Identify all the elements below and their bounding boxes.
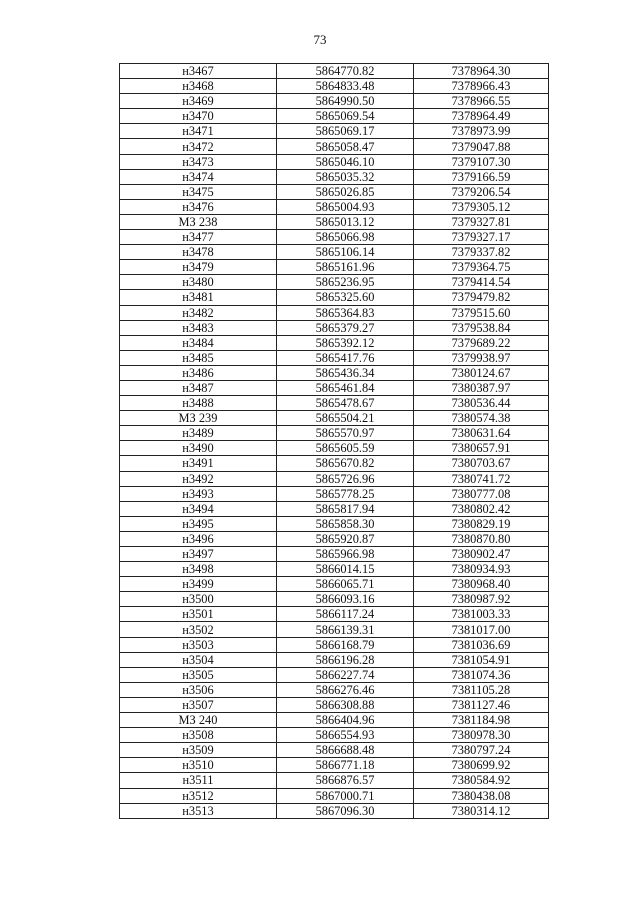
point-id-cell: н3500 [120, 592, 277, 607]
table-row [120, 214, 549, 229]
y-coordinate-cell: 7379327.81 [414, 214, 549, 229]
y-coordinate-cell: 7378966.55 [414, 94, 549, 109]
x-coordinate-cell: 5866276.46 [277, 682, 414, 697]
coordinates-table-body [120, 64, 549, 819]
table-row [120, 94, 549, 109]
point-id-cell: н3492 [120, 471, 277, 486]
x-coordinate-cell: 5865417.76 [277, 350, 414, 365]
y-coordinate-cell: 7380829.19 [414, 516, 549, 531]
x-coordinate-cell: 5867000.71 [277, 788, 414, 803]
x-coordinate-cell: 5865364.83 [277, 305, 414, 320]
x-coordinate-cell: 5865013.12 [277, 214, 414, 229]
table-row [120, 803, 549, 818]
point-id-cell: н3507 [120, 697, 277, 712]
table-row [120, 441, 549, 456]
table-row [120, 788, 549, 803]
y-coordinate-cell: 7381017.00 [414, 622, 549, 637]
y-coordinate-cell: 7380987.92 [414, 592, 549, 607]
y-coordinate-cell: 7379337.82 [414, 245, 549, 260]
x-coordinate-cell: 5866404.96 [277, 713, 414, 728]
x-coordinate-cell: 5866093.16 [277, 592, 414, 607]
table-row [120, 154, 549, 169]
x-coordinate-cell: 5865778.25 [277, 486, 414, 501]
y-coordinate-cell: 7380438.08 [414, 788, 549, 803]
point-id-cell: н3503 [120, 637, 277, 652]
point-id-cell: н3473 [120, 154, 277, 169]
table-row [120, 290, 549, 305]
point-id-cell: н3506 [120, 682, 277, 697]
y-coordinate-cell: 7379206.54 [414, 184, 549, 199]
y-coordinate-cell: 7379305.12 [414, 199, 549, 214]
x-coordinate-cell: 5865478.67 [277, 396, 414, 411]
y-coordinate-cell: 7380777.08 [414, 486, 549, 501]
point-id-cell: МЗ 238 [120, 214, 277, 229]
y-coordinate-cell: 7379107.30 [414, 154, 549, 169]
table-row [120, 260, 549, 275]
table-row [120, 592, 549, 607]
table-row [120, 652, 549, 667]
point-id-cell: н3471 [120, 124, 277, 139]
table-row [120, 456, 549, 471]
point-id-cell: н3475 [120, 184, 277, 199]
point-id-cell: н3472 [120, 139, 277, 154]
point-id-cell: н3488 [120, 396, 277, 411]
x-coordinate-cell: 5864990.50 [277, 94, 414, 109]
x-coordinate-cell: 5865920.87 [277, 531, 414, 546]
table-row [120, 79, 549, 94]
point-id-cell: н3485 [120, 350, 277, 365]
x-coordinate-cell: 5866117.24 [277, 607, 414, 622]
y-coordinate-cell: 7379538.84 [414, 320, 549, 335]
x-coordinate-cell: 5865058.47 [277, 139, 414, 154]
point-id-cell: н3501 [120, 607, 277, 622]
x-coordinate-cell: 5865106.14 [277, 245, 414, 260]
x-coordinate-cell: 5865069.17 [277, 124, 414, 139]
y-coordinate-cell: 7381127.46 [414, 697, 549, 712]
table-row [120, 380, 549, 395]
point-id-cell: н3483 [120, 320, 277, 335]
x-coordinate-cell: 5865726.96 [277, 471, 414, 486]
y-coordinate-cell: 7380703.67 [414, 456, 549, 471]
x-coordinate-cell: 5866065.71 [277, 577, 414, 592]
point-id-cell: н3489 [120, 426, 277, 441]
table-row [120, 64, 549, 79]
y-coordinate-cell: 7380741.72 [414, 471, 549, 486]
y-coordinate-cell: 7380978.30 [414, 728, 549, 743]
y-coordinate-cell: 7380657.91 [414, 441, 549, 456]
table-row [120, 743, 549, 758]
y-coordinate-cell: 7380870.80 [414, 531, 549, 546]
point-id-cell: н3487 [120, 380, 277, 395]
point-id-cell: н3498 [120, 562, 277, 577]
y-coordinate-cell: 7380797.24 [414, 743, 549, 758]
point-id-cell: н3470 [120, 109, 277, 124]
y-coordinate-cell: 7379166.59 [414, 169, 549, 184]
x-coordinate-cell: 5865858.30 [277, 516, 414, 531]
point-id-cell: н3480 [120, 275, 277, 290]
point-id-cell: н3468 [120, 79, 277, 94]
x-coordinate-cell: 5866014.15 [277, 562, 414, 577]
x-coordinate-cell: 5866168.79 [277, 637, 414, 652]
y-coordinate-cell: 7380387.97 [414, 380, 549, 395]
table-row [120, 230, 549, 245]
y-coordinate-cell: 7381184.98 [414, 713, 549, 728]
x-coordinate-cell: 5865046.10 [277, 154, 414, 169]
y-coordinate-cell: 7380314.12 [414, 803, 549, 818]
table-row [120, 124, 549, 139]
x-coordinate-cell: 5866308.88 [277, 697, 414, 712]
table-row [120, 637, 549, 652]
x-coordinate-cell: 5866771.18 [277, 758, 414, 773]
y-coordinate-cell: 7379364.75 [414, 260, 549, 275]
table-row [120, 305, 549, 320]
table-row [120, 109, 549, 124]
x-coordinate-cell: 5865325.60 [277, 290, 414, 305]
table-row [120, 547, 549, 562]
point-id-cell: н3491 [120, 456, 277, 471]
y-coordinate-cell: 7379414.54 [414, 275, 549, 290]
y-coordinate-cell: 7379938.97 [414, 350, 549, 365]
point-id-cell: н3510 [120, 758, 277, 773]
y-coordinate-cell: 7380574.38 [414, 411, 549, 426]
table-row [120, 758, 549, 773]
point-id-cell: н3504 [120, 652, 277, 667]
y-coordinate-cell: 7380802.42 [414, 501, 549, 516]
y-coordinate-cell: 7381036.69 [414, 637, 549, 652]
table-row [120, 411, 549, 426]
y-coordinate-cell: 7381054.91 [414, 652, 549, 667]
point-id-cell: н3508 [120, 728, 277, 743]
table-row [120, 169, 549, 184]
y-coordinate-cell: 7380124.67 [414, 365, 549, 380]
x-coordinate-cell: 5865504.21 [277, 411, 414, 426]
table-row [120, 471, 549, 486]
point-id-cell: н3496 [120, 531, 277, 546]
x-coordinate-cell: 5866196.28 [277, 652, 414, 667]
page-number: 73 [313, 32, 327, 47]
point-id-cell: н3476 [120, 199, 277, 214]
table-row [120, 426, 549, 441]
table-row [120, 713, 549, 728]
table-row [120, 728, 549, 743]
table-row [120, 697, 549, 712]
point-id-cell: н3482 [120, 305, 277, 320]
x-coordinate-cell: 5867096.30 [277, 803, 414, 818]
point-id-cell: н3477 [120, 230, 277, 245]
table-row [120, 350, 549, 365]
table-row [120, 139, 549, 154]
x-coordinate-cell: 5865236.95 [277, 275, 414, 290]
y-coordinate-cell: 7381105.28 [414, 682, 549, 697]
y-coordinate-cell: 7380902.47 [414, 547, 549, 562]
x-coordinate-cell: 5865817.94 [277, 501, 414, 516]
point-id-cell: н3513 [120, 803, 277, 818]
table-row [120, 667, 549, 682]
point-id-cell: н3497 [120, 547, 277, 562]
point-id-cell: н3509 [120, 743, 277, 758]
point-id-cell: н3505 [120, 667, 277, 682]
x-coordinate-cell: 5864770.82 [277, 64, 414, 79]
x-coordinate-cell: 5866688.48 [277, 743, 414, 758]
y-coordinate-cell: 7379515.60 [414, 305, 549, 320]
table-row [120, 501, 549, 516]
point-id-cell: н3512 [120, 788, 277, 803]
table-row [120, 335, 549, 350]
point-id-cell: н3490 [120, 441, 277, 456]
x-coordinate-cell: 5865461.84 [277, 380, 414, 395]
table-row [120, 516, 549, 531]
point-id-cell: н3494 [120, 501, 277, 516]
table-row [120, 320, 549, 335]
point-id-cell: МЗ 239 [120, 411, 277, 426]
y-coordinate-cell: 7379479.82 [414, 290, 549, 305]
y-coordinate-cell: 7380584.92 [414, 773, 549, 788]
x-coordinate-cell: 5866227.74 [277, 667, 414, 682]
x-coordinate-cell: 5865392.12 [277, 335, 414, 350]
x-coordinate-cell: 5866876.57 [277, 773, 414, 788]
x-coordinate-cell: 5865069.54 [277, 109, 414, 124]
coordinates-table [119, 63, 549, 819]
y-coordinate-cell: 7378964.49 [414, 109, 549, 124]
point-id-cell: н3478 [120, 245, 277, 260]
y-coordinate-cell: 7380968.40 [414, 577, 549, 592]
x-coordinate-cell: 5865570.97 [277, 426, 414, 441]
y-coordinate-cell: 7380631.64 [414, 426, 549, 441]
point-id-cell: н3502 [120, 622, 277, 637]
x-coordinate-cell: 5865670.82 [277, 456, 414, 471]
y-coordinate-cell: 7378966.43 [414, 79, 549, 94]
table-row [120, 486, 549, 501]
point-id-cell: н3495 [120, 516, 277, 531]
x-coordinate-cell: 5865966.98 [277, 547, 414, 562]
table-row [120, 365, 549, 380]
point-id-cell: н3474 [120, 169, 277, 184]
x-coordinate-cell: 5866554.93 [277, 728, 414, 743]
x-coordinate-cell: 5865004.93 [277, 199, 414, 214]
table-row [120, 607, 549, 622]
table-row [120, 562, 549, 577]
y-coordinate-cell: 7379689.22 [414, 335, 549, 350]
x-coordinate-cell: 5865161.96 [277, 260, 414, 275]
point-id-cell: н3499 [120, 577, 277, 592]
y-coordinate-cell: 7381003.33 [414, 607, 549, 622]
x-coordinate-cell: 5865035.32 [277, 169, 414, 184]
y-coordinate-cell: 7380699.92 [414, 758, 549, 773]
point-id-cell: н3484 [120, 335, 277, 350]
table-row [120, 682, 549, 697]
y-coordinate-cell: 7379047.88 [414, 139, 549, 154]
table-row [120, 531, 549, 546]
point-id-cell: н3493 [120, 486, 277, 501]
point-id-cell: н3467 [120, 64, 277, 79]
table-row [120, 773, 549, 788]
x-coordinate-cell: 5866139.31 [277, 622, 414, 637]
y-coordinate-cell: 7378964.30 [414, 64, 549, 79]
y-coordinate-cell: 7380536.44 [414, 396, 549, 411]
point-id-cell: н3481 [120, 290, 277, 305]
table-row [120, 245, 549, 260]
table-row [120, 396, 549, 411]
x-coordinate-cell: 5865066.98 [277, 230, 414, 245]
point-id-cell: МЗ 240 [120, 713, 277, 728]
point-id-cell: н3479 [120, 260, 277, 275]
table-row [120, 275, 549, 290]
table-row [120, 577, 549, 592]
x-coordinate-cell: 5864833.48 [277, 79, 414, 94]
table-row [120, 622, 549, 637]
x-coordinate-cell: 5865026.85 [277, 184, 414, 199]
table-row [120, 199, 549, 214]
point-id-cell: н3511 [120, 773, 277, 788]
point-id-cell: н3486 [120, 365, 277, 380]
y-coordinate-cell: 7380934.93 [414, 562, 549, 577]
table-row [120, 184, 549, 199]
x-coordinate-cell: 5865605.59 [277, 441, 414, 456]
y-coordinate-cell: 7381074.36 [414, 667, 549, 682]
y-coordinate-cell: 7379327.17 [414, 230, 549, 245]
x-coordinate-cell: 5865436.34 [277, 365, 414, 380]
point-id-cell: н3469 [120, 94, 277, 109]
y-coordinate-cell: 7378973.99 [414, 124, 549, 139]
x-coordinate-cell: 5865379.27 [277, 320, 414, 335]
